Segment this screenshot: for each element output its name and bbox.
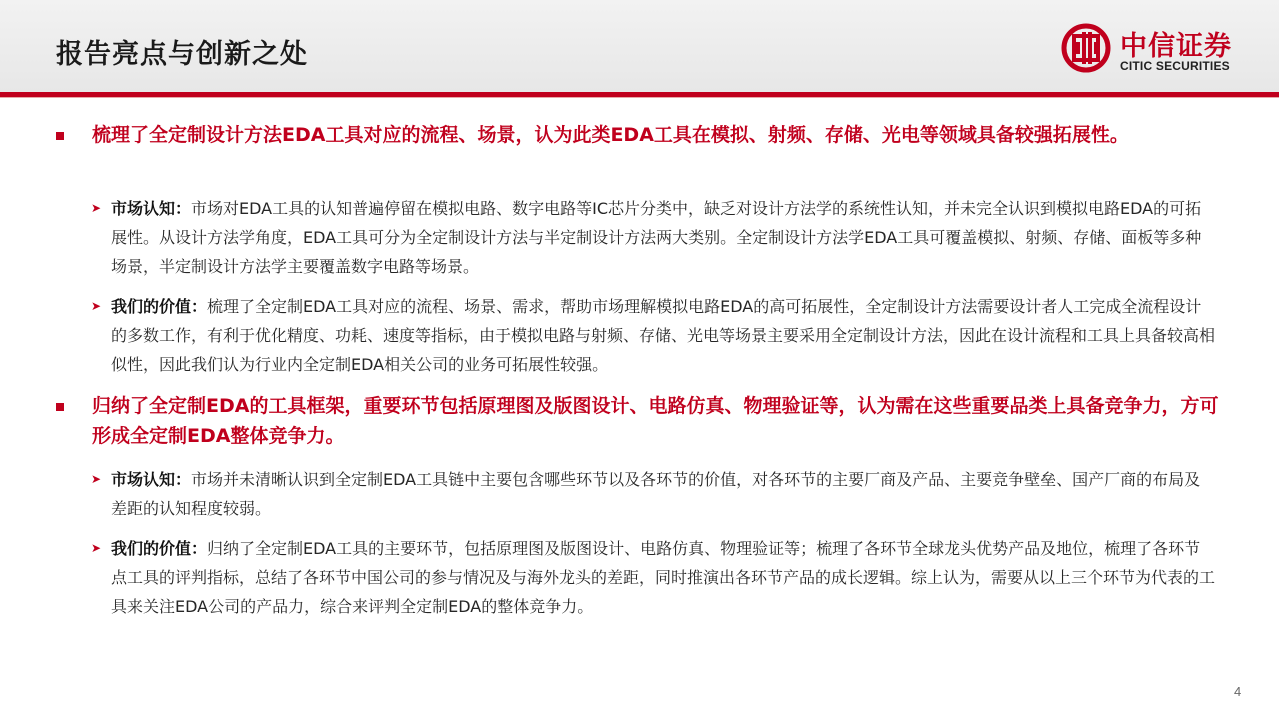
section-2-point-1 xyxy=(91,465,1231,523)
point-label: 市场认知： xyxy=(111,199,192,218)
arrow-bullet-icon: ➤ xyxy=(91,201,102,215)
section-1-heading xyxy=(56,120,1236,150)
section-1-point-1 xyxy=(91,194,1231,281)
section-1-point-2 xyxy=(91,292,1231,379)
point-text: 市场并未清晰认识到全定制EDA工具链中主要包含哪些环节以及各环节的价值，对各环节的主要厂商及产品、主要竞争壁垒、国产厂商的布局及差距的认知程度较弱。 xyxy=(111,470,1201,518)
arrow-bullet-icon: ➤ xyxy=(91,541,102,555)
square-bullet-icon xyxy=(56,132,64,140)
point-text: 梳理了全定制EDA工具对应的流程、场景、需求，帮助市场理解模拟电路EDA的高可拓展性，全定制设计方法需要设计者人工完成全流程设计的多数工作，有利于优化精度、功耗、速度等指标，由于模拟电路与射频、存储、光电等场景主要采用全定制设计方法，因此在设计流程和工具上具备较高相似性，因此我们认为行业内全定制EDA相关公司的业务可拓展性较强。 xyxy=(111,297,1216,374)
square-bullet-icon xyxy=(56,403,64,411)
point-label: 我们的价值： xyxy=(111,297,208,316)
point-text: 归纳了全定制EDA工具的主要环节，包括原理图及版图设计、电路仿真、物理验证等；梳理了各环节全球龙头优势产品及地位，梳理了各环节点工具的评判指标，总结了各环节中国公司的参与情况及与海外龙头的差距，同时推演出各环节产品的成长逻辑。综上认为，需要从以上三个环节为代表的工具来关注EDA公司的产品力，综合来评判全定制EDA的整体竞争力。 xyxy=(111,539,1216,616)
arrow-bullet-icon: ➤ xyxy=(91,299,102,313)
section-heading-text: 梳理了全定制设计方法EDA工具对应的流程、场景，认为此类EDA工具在模拟、射频、存储、光电等领域具备较强拓展性。 xyxy=(92,124,1129,146)
point-text: 市场对EDA工具的认知普遍停留在模拟电路、数字电路等IC芯片分类中，缺乏对设计方法学的系统性认知，并未完全认识到模拟电路EDA的可拓展性。从设计方法学角度，EDA工具可分为全定制设计方法与半定制设计方法两大类别。全定制设计方法学EDA工具可覆盖模拟、射频、存储、面板等多种场景，半定制设计方法学主要覆盖数字电路等场景。 xyxy=(111,199,1202,276)
page-title: 报告亮点与创新之处 xyxy=(56,39,308,70)
logo-chinese-name: 中信证券 xyxy=(1120,31,1232,62)
section-2-point-2 xyxy=(91,534,1231,621)
page-number: 4 xyxy=(1234,684,1242,699)
section-heading-text: 归纳了全定制EDA的工具框架，重要环节包括原理图及版图设计、电路仿真、物理验证等，认为需在这些重要品类上具备竞争力，方可形成全定制EDA整体竞争力。 xyxy=(92,395,1219,447)
logo-english-name: CITIC SECURITIES xyxy=(1120,59,1230,73)
point-label: 我们的价值： xyxy=(111,539,208,558)
section-2-heading xyxy=(56,391,1236,451)
arrow-bullet-icon: ➤ xyxy=(91,472,102,486)
point-label: 市场认知： xyxy=(111,470,192,489)
